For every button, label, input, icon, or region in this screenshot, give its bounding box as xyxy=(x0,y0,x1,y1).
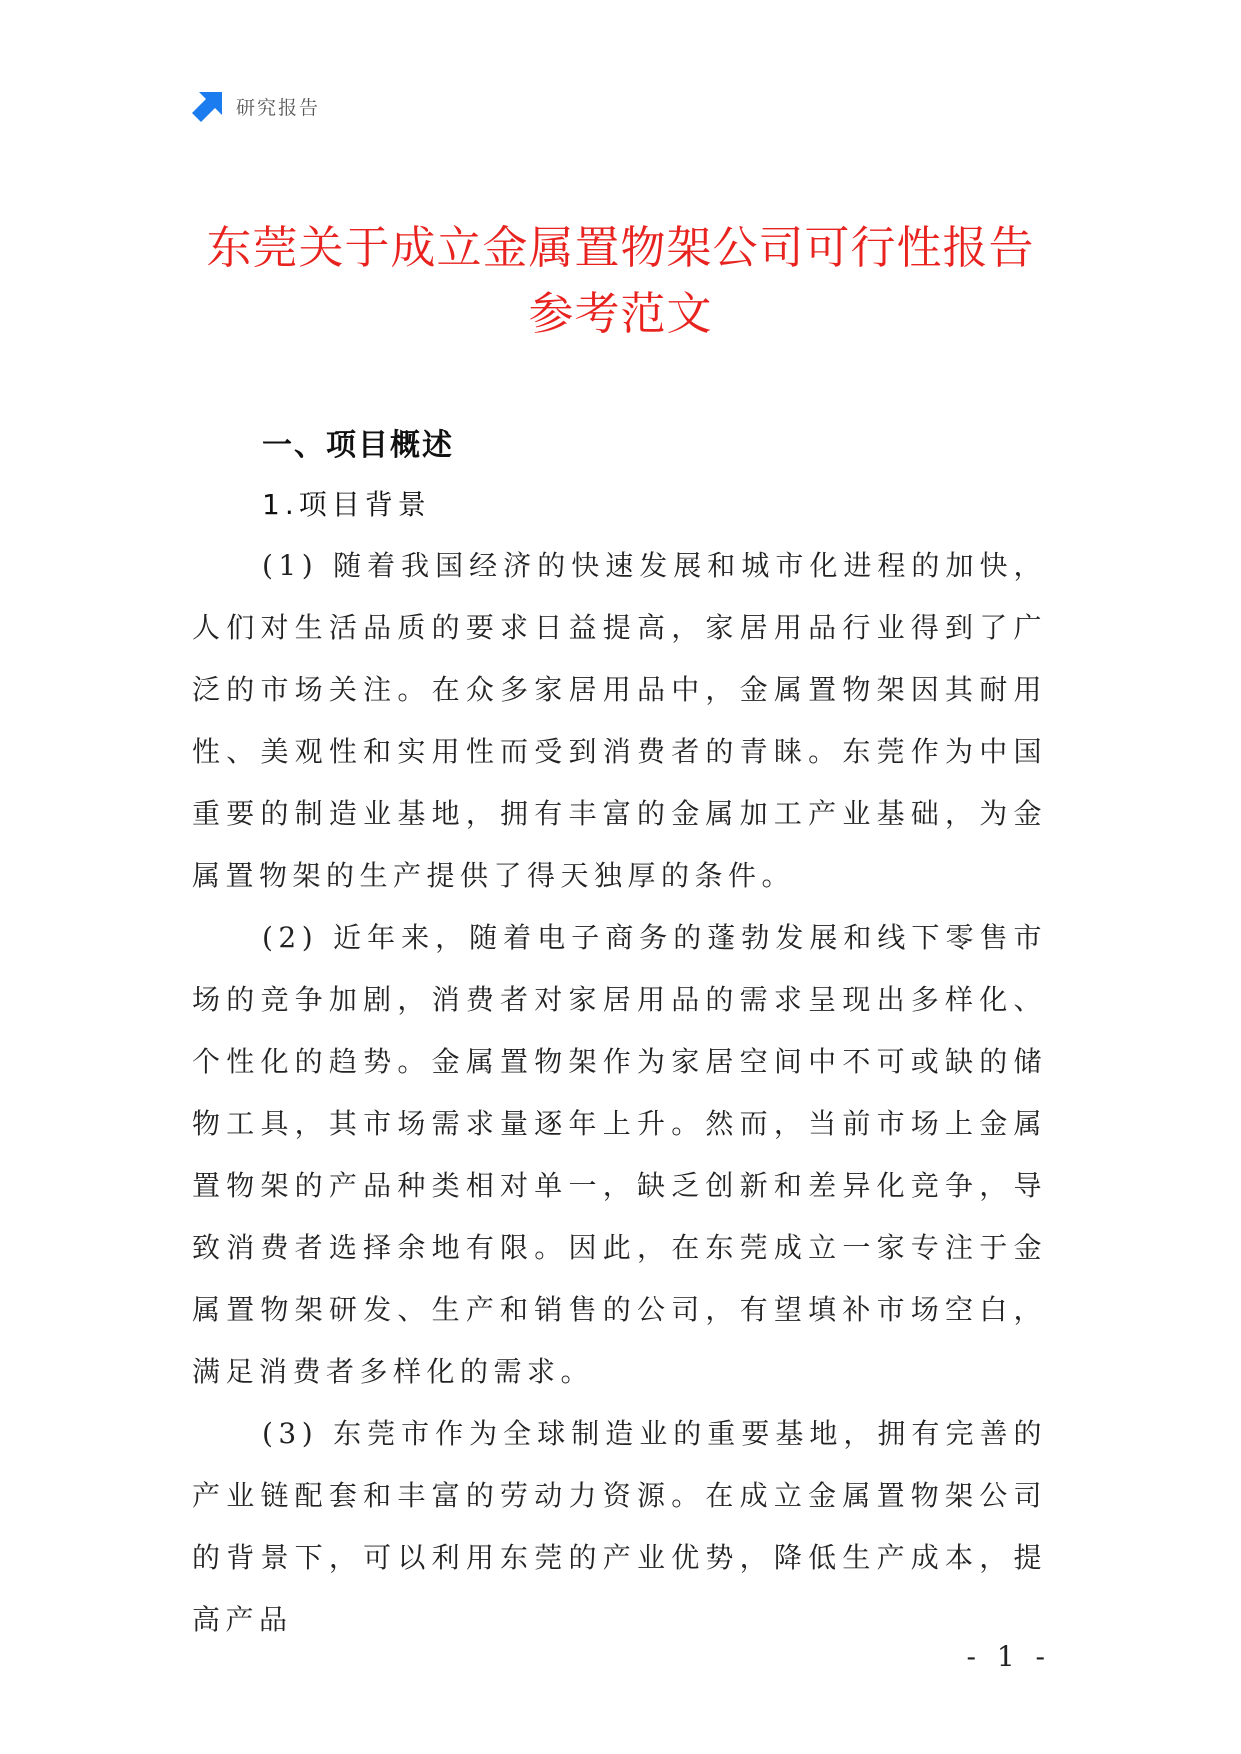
document-header xyxy=(192,90,320,122)
sub-heading: 1.项目背景 xyxy=(262,488,431,521)
document-title-line-1: 东莞关于成立金属置物架公司可行性报告 xyxy=(206,221,1035,274)
section-heading: 一、项目概述 xyxy=(262,428,454,463)
body-paragraph: (2) 近年来，随着电子商务的蓬勃发展和线下零售市场的竞争加剧，消费者对家居用品的需求呈现出多样化、个性化的趋势。金属置物架作为家居空间中不可或缺的储物工具，其市场需求量逐年上升。然而，当前市场上金属置物架的产品种类相对单一，缺乏创新和差异化竞争，导致消费者选择余地有限。因此，在东莞成立一家专注于金属置物架研发、生产和销售的公司，有望填补市场空白，满足消费者多样化的需求。 xyxy=(192,921,1047,1388)
body-paragraph: (3) 东莞市作为全球制造业的重要基地，拥有完善的产业链配套和丰富的劳动力资源。在成立金属置物架公司的背景下，可以利用东莞的产业优势，降低生产成本，提高产品 xyxy=(192,1417,1047,1636)
body-paragraph: (1) 随着我国经济的快速发展和城市化进程的加快，人们对生活品质的要求日益提高，家居用品行业得到了广泛的市场关注。在众多家居用品中，金属置物架因其耐用性、美观性和实用性而受到消费者的青睐。东莞作为中国重要的制造业基地，拥有丰富的金属加工产业基础，为金属置物架的生产提供了得天独厚的条件。 xyxy=(192,549,1047,892)
page-number: - 1 - xyxy=(966,1640,1051,1673)
header-label: 研究报告 xyxy=(236,96,321,119)
arrow-up-right-icon xyxy=(192,90,224,122)
document-title-line-2: 参考范文 xyxy=(528,287,713,340)
